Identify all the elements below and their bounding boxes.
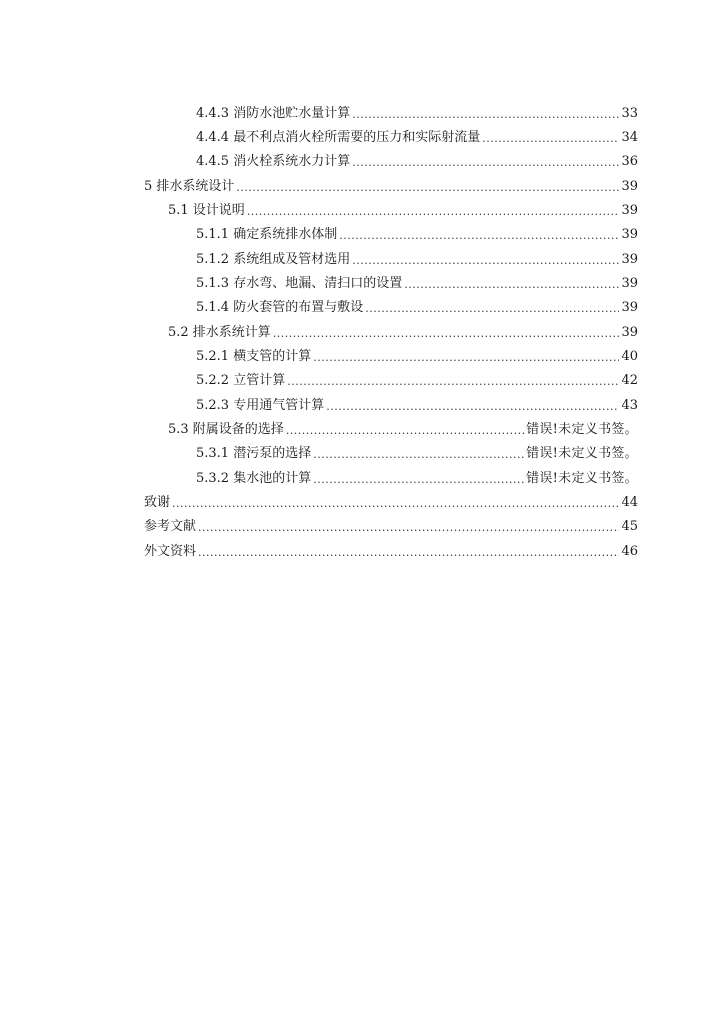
toc-page-number: 39 (621, 300, 638, 315)
toc-entry-label: 参考文献 (144, 519, 197, 534)
toc-page-number: 33 (621, 106, 638, 121)
toc-entry-label: 外文资料 (144, 544, 197, 559)
toc-page-number: 39 (621, 325, 638, 340)
toc-entry-5-2-3[interactable] (196, 397, 638, 415)
toc-page-number: 42 (621, 373, 638, 388)
toc-entry-5-1-4[interactable] (196, 299, 638, 317)
toc-page-number: 34 (621, 130, 638, 145)
toc-leader-dots (404, 277, 619, 293)
toc-page-number: 错误!未定义书签。 (526, 422, 638, 437)
toc-entry-5-2[interactable] (168, 324, 638, 342)
toc-entry-label: 5 排水系统设计 (144, 179, 235, 194)
toc-entry-foreign-materials[interactable] (144, 543, 638, 561)
toc-entry-label: 5.1.2 系统组成及管材选用 (196, 252, 351, 267)
toc-leader-dots (313, 472, 524, 488)
toc-leader-dots (198, 520, 619, 536)
toc-leader-dots (273, 326, 620, 342)
toc-entry-4-4-4[interactable] (196, 129, 638, 147)
toc-leader-dots (339, 228, 619, 244)
toc-entry-label: 5.3.1 潜污泵的选择 (196, 446, 312, 461)
toc-entry-references[interactable] (144, 518, 638, 536)
toc-entry-label: 4.4.3 消防水池贮水量计算 (196, 106, 351, 121)
toc-page-number: 39 (621, 227, 638, 242)
toc-leader-dots (313, 447, 524, 463)
toc-page-number: 44 (621, 495, 638, 510)
toc-leader-dots (287, 374, 619, 390)
toc-entry-label: 5.3 附属设备的选择 (168, 422, 284, 437)
toc-entry-4-4-3[interactable] (196, 105, 638, 123)
toc-page-number: 错误!未定义书签。 (526, 471, 638, 486)
toc-entry-5-2-1[interactable] (196, 348, 638, 366)
toc-leader-dots (247, 204, 620, 220)
toc-entry-5-1-1[interactable] (196, 226, 638, 244)
toc-page-number: 39 (621, 252, 638, 267)
toc-entry-label: 5.2.3 专用通气管计算 (196, 398, 325, 413)
toc-entry-label: 5.1.4 防火套管的布置与敷设 (196, 300, 364, 315)
toc-entry-label: 5.3.2 集水池的计算 (196, 471, 312, 486)
toc-leader-dots (352, 107, 619, 123)
toc-page-number: 46 (621, 544, 638, 559)
toc-entry-5-3-1[interactable] (196, 445, 638, 463)
toc-entry-5-1-3[interactable] (196, 275, 638, 293)
toc-page-number: 39 (621, 276, 638, 291)
toc-entry-5-3[interactable] (168, 421, 638, 439)
toc-entry-label: 5.1.3 存水弯、地漏、清扫口的设置 (196, 276, 403, 291)
toc-page-number: 39 (621, 203, 638, 218)
toc-page-number: 43 (621, 398, 638, 413)
toc-entry-5-2-2[interactable] (196, 372, 638, 390)
toc-leader-dots (352, 155, 619, 171)
toc-entry-5-1[interactable] (168, 202, 638, 220)
toc-page-number: 错误!未定义书签。 (526, 446, 638, 461)
toc-entry-label: 5.2.2 立管计算 (196, 373, 286, 388)
toc-entry-label: 4.4.4 最不利点消火栓所需要的压力和实际射流量 (196, 130, 481, 145)
toc-page-number: 40 (621, 349, 638, 364)
toc-page-number: 39 (621, 179, 638, 194)
toc-leader-dots (482, 131, 619, 147)
toc-page-number: 45 (621, 519, 638, 534)
toc-entry-label: 4.4.5 消火栓系统水力计算 (196, 154, 351, 169)
toc-entry-label: 5.2 排水系统计算 (168, 325, 271, 340)
toc-leader-dots (172, 496, 619, 512)
toc-leader-dots (286, 423, 524, 439)
toc-entry-label: 致谢 (144, 495, 171, 510)
toc-entry-acknowledgements[interactable] (144, 494, 638, 512)
toc-entry-4-4-5[interactable] (196, 153, 638, 171)
toc-entry-5-3-2[interactable] (196, 470, 638, 488)
toc-leader-dots (198, 545, 619, 561)
toc-entry-label: 5.1.1 确定系统排水体制 (196, 227, 338, 242)
toc-leader-dots (326, 399, 619, 415)
toc-entry-label: 5.1 设计说明 (168, 203, 245, 218)
toc-entry-5[interactable] (144, 178, 638, 196)
toc-page-number: 36 (621, 154, 638, 169)
toc-leader-dots (352, 253, 619, 269)
toc-leader-dots (365, 301, 619, 317)
toc-leader-dots (313, 350, 619, 366)
toc-leader-dots (236, 180, 619, 196)
toc-entry-5-1-2[interactable] (196, 251, 638, 269)
toc-entry-label: 5.2.1 横支管的计算 (196, 349, 312, 364)
